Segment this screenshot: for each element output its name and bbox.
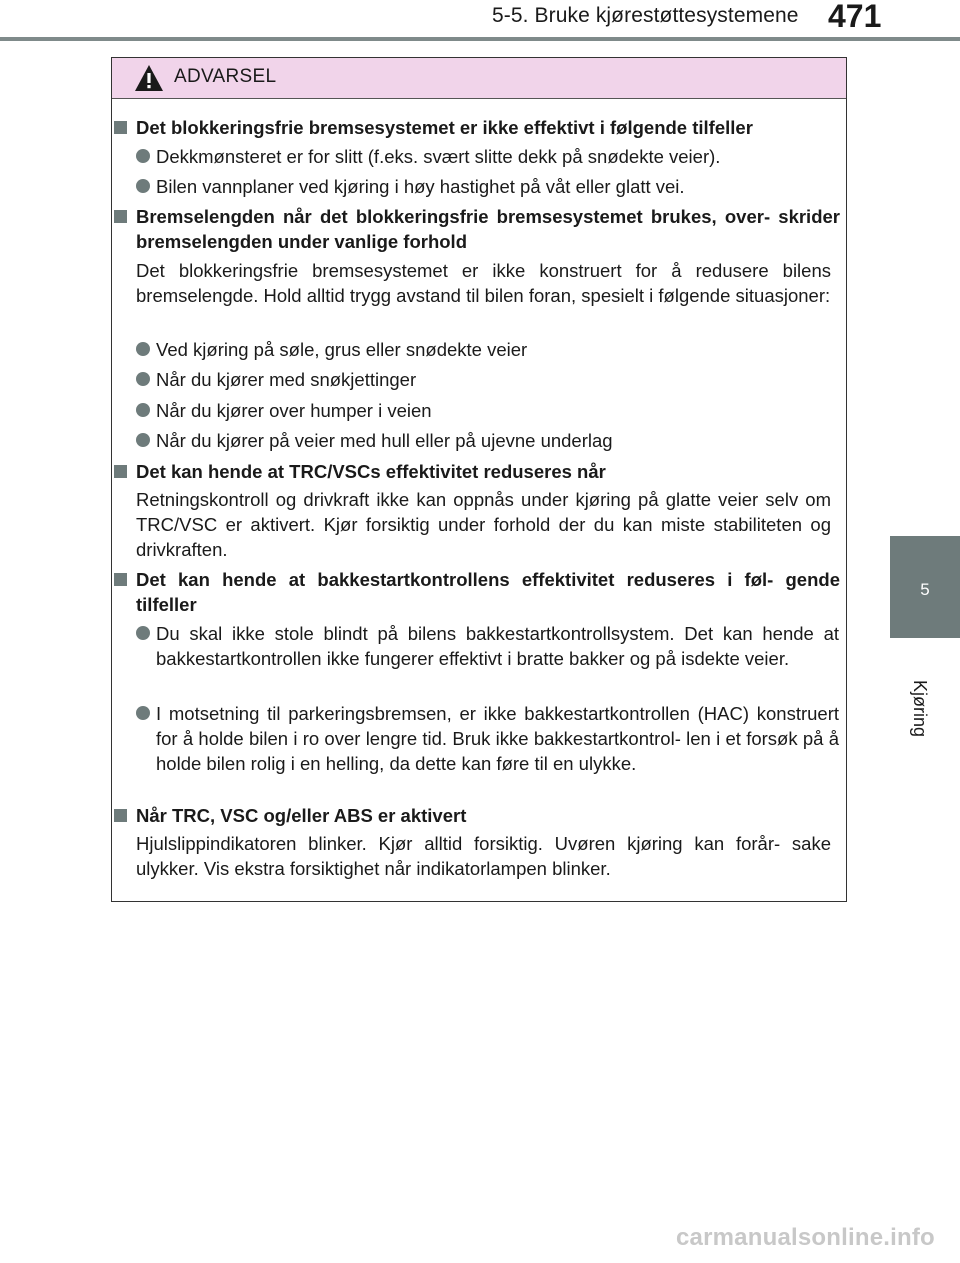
list-item-text: Når du kjører over humper i veien (156, 400, 432, 421)
list-item-text: Du skal ikke stole blindt på bilens bakkestartkontrollsystem. Det kan hende at bakkestartkontrollen ikke fungerer effektivt i bratte bakker og på isdekte veier. (156, 623, 839, 669)
square-bullet-icon (114, 465, 127, 478)
section-paragraph: Hjulslippindikatoren blinker. Kjør alltid forsiktig. Uvøren kjøring kan forår- sake ulykker. Vis ekstra forsiktighet når indikatorlampen blinker. (136, 833, 831, 879)
watermark: carmanualsonline.info (676, 1224, 935, 1251)
list-item (156, 428, 839, 453)
page-title: 5-5. Bruke kjørestøttesystemene (492, 4, 799, 27)
section-paragraph: Det blokkeringsfrie bremsesystemet er ikke konstruert for å redusere bilens bremselengde. Hold alltid trygg avstand til bilen foran, spesielt i følgende situasjoner: (136, 260, 831, 306)
section-heading (136, 803, 840, 828)
round-bullet-icon (136, 433, 150, 447)
list-item-text: Dekkmønsteret er for slitt (f.eks. svært slitte dekk på snødekte veier). (156, 146, 721, 167)
section-heading-text: Det blokkeringsfrie bremsesystemet er ikke effektivt i følgende tilfeller (136, 117, 753, 138)
round-bullet-icon (136, 149, 150, 163)
section-heading (136, 459, 840, 484)
round-bullet-icon (136, 342, 150, 356)
chapter-label (860, 680, 930, 740)
page-number: 471 (828, 0, 882, 34)
section-heading-text: Det kan hende at bakkestartkontrollens effektivitet reduseres i føl- gende tilfeller (136, 569, 840, 615)
list-item (156, 337, 839, 362)
square-bullet-icon (114, 210, 127, 223)
round-bullet-icon (136, 403, 150, 417)
round-bullet-icon (136, 706, 150, 720)
chapter-number: 5 (920, 580, 930, 599)
square-bullet-icon (114, 573, 127, 586)
list-item (156, 621, 839, 671)
list-item (156, 398, 839, 423)
chapter-tab (890, 536, 960, 638)
section-heading-text: Når TRC, VSC og/eller ABS er aktivert (136, 805, 467, 826)
chapter-label-text: Kjøring (910, 680, 930, 738)
list-item-text: Ved kjøring på søle, grus eller snødekte veier (156, 339, 528, 360)
list-item-text: Når du kjører med snøkjettinger (156, 369, 417, 390)
round-bullet-icon (136, 372, 150, 386)
round-bullet-icon (136, 626, 150, 640)
warning-box (111, 57, 847, 902)
square-bullet-icon (114, 809, 127, 822)
round-bullet-icon (136, 179, 150, 193)
section-paragraph: Retningskontroll og drivkraft ikke kan oppnås under kjøring på glatte veier selv om TRC/VSC er aktivert. Kjør forsiktig under forhold der du kan miste stabiliteten og drivkraften. (136, 489, 831, 560)
header-rule (0, 37, 960, 41)
square-bullet-icon (114, 121, 127, 134)
section-heading-text: Bremselengden når det blokkeringsfrie bremsesystemet brukes, over- skrider bremselengden under vanlige forhold (136, 206, 840, 252)
warning-triangle-icon (134, 64, 164, 92)
list-item-text: I motsetning til parkeringsbremsen, er ikke bakkestartkontrollen (HAC) konstruert for å holde bilen i ro over lengre tid. Bruk ikke bakkestartkontrol- len i et forsøk på å holde bilen rolig i en helling, da dette kan føre til en ulykke. (156, 703, 839, 774)
list-item (156, 144, 839, 169)
section-heading (136, 204, 840, 254)
section-heading (136, 567, 840, 617)
section-heading-text: Det kan hende at TRC/VSCs effektivitet reduseres når (136, 461, 606, 482)
list-item-text: Bilen vannplaner ved kjøring i høy hastighet på våt eller glatt vei. (156, 176, 685, 197)
section-heading (136, 115, 840, 140)
list-item (156, 701, 839, 776)
list-item (156, 367, 839, 392)
warning-label: ADVARSEL (174, 66, 277, 87)
warning-header (112, 58, 846, 99)
list-item-text: Når du kjører på veier med hull eller på ujevne underlag (156, 430, 613, 451)
list-item (156, 174, 839, 199)
